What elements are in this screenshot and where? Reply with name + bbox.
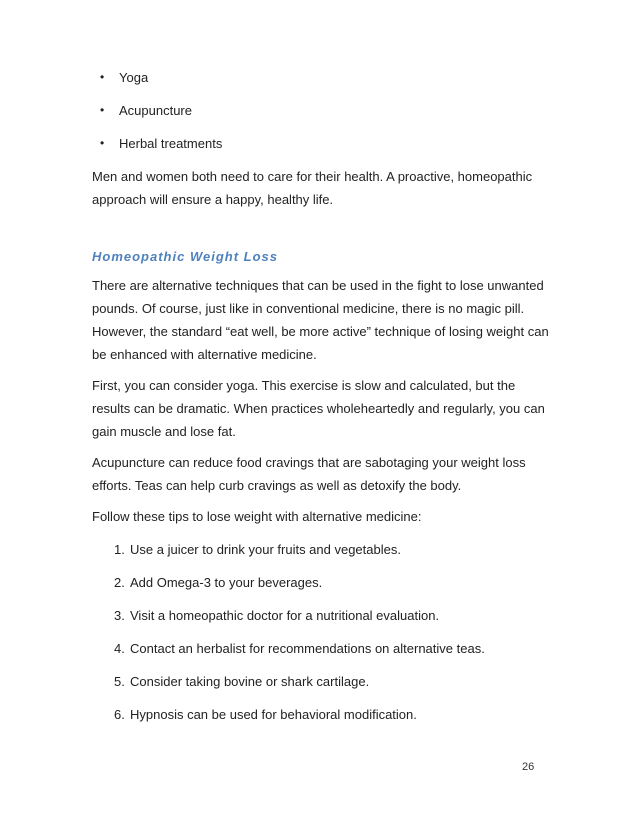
numbered-item: [92, 604, 552, 627]
numbered-item: [92, 637, 552, 660]
bullet-icon: •: [100, 136, 105, 150]
body-paragraph: There are alternative techniques that can be used in the fight to lose unwanted pounds. Of course, just like in conventional medicine, there is no magic pill. However, the standard “eat well, be more active” technique of losing weight can be enhanced with alternative medicine.: [92, 278, 549, 362]
numbered-item: [92, 538, 552, 561]
numbered-item-text: Add Omega-3 to your beverages.: [130, 575, 323, 590]
tips-intro-paragraph: Follow these tips to lose weight with alternative medicine:: [92, 509, 422, 524]
bullet-item-herbal-treatments: [92, 132, 552, 155]
numbered-item-text: Visit a homeopathic doctor for a nutritional evaluation.: [130, 608, 440, 623]
numbered-item: [92, 703, 552, 726]
bullet-icon: •: [100, 70, 105, 84]
bullet-list: [92, 66, 552, 155]
numbered-item-text: Hypnosis can be used for behavioral modification.: [130, 707, 417, 722]
bullet-icon: •: [100, 103, 105, 117]
bullet-item-acupuncture: [92, 99, 552, 122]
numbered-item-text: Consider taking bovine or shark cartilage.: [130, 674, 370, 689]
list-number: 6.: [114, 707, 125, 722]
list-number: 1.: [114, 542, 125, 557]
numbered-item: [92, 670, 552, 693]
numbered-list: [92, 538, 552, 726]
numbered-item-text: Contact an herbalist for recommendations on alternative teas.: [130, 641, 485, 656]
bullet-text: Herbal treatments: [119, 136, 223, 151]
numbered-item-text: Use a juicer to drink your fruits and vegetables.: [130, 542, 401, 557]
numbered-item: [92, 571, 552, 594]
list-number: 3.: [114, 608, 125, 623]
list-number: 2.: [114, 575, 125, 590]
page-number: 26: [522, 761, 535, 773]
body-paragraph: Acupuncture can reduce food cravings that are sabotaging your weight loss efforts. Teas can help curb cravings as well as detoxify the body.: [92, 455, 526, 493]
intro-paragraph: Men and women both need to care for their health. A proactive, homeopathic approach will ensure a happy, healthy life.: [92, 169, 533, 207]
section-heading: Homeopathic Weight Loss: [92, 249, 278, 264]
bullet-text: Yoga: [119, 70, 149, 85]
bullet-item-yoga: [92, 66, 552, 89]
page-content: [92, 66, 552, 736]
list-number: 5.: [114, 674, 125, 689]
list-number: 4.: [114, 641, 125, 656]
bullet-text: Acupuncture: [119, 103, 192, 118]
body-paragraph: First, you can consider yoga. This exercise is slow and calculated, but the results can be dramatic. When practices wholeheartedly and regularly, you can gain muscle and lose fat.: [92, 378, 545, 439]
